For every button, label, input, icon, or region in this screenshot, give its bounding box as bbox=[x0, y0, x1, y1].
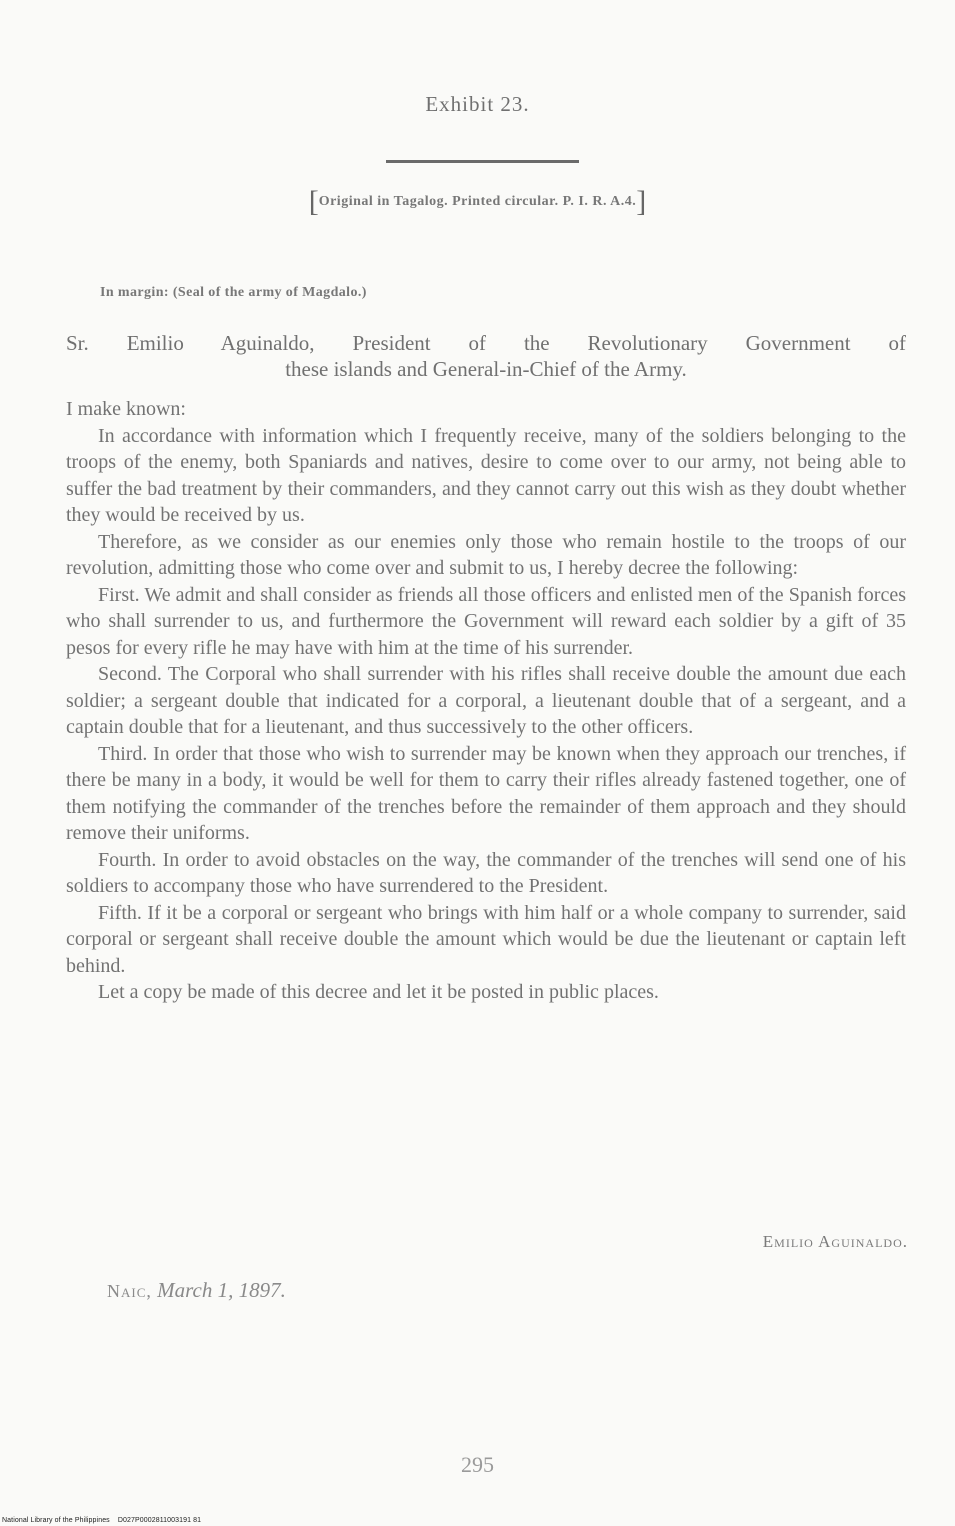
paragraph-first: First. We admit and shall consider as friends all those officers and enlisted men of the Spanish forces who shall surrender to us, and furthermore the Government will reward each soldier by a gift of 35 pesos for every rifle he may have with him at the time of his surrender. bbox=[66, 583, 906, 659]
original-note bbox=[0, 185, 955, 219]
footer-identifier: D027P0002811003191 81 bbox=[117, 1517, 202, 1524]
paragraph-intro: In accordance with information which I frequently receive, many of the soldiers belonging to the troops of the enemy, both Spaniards and natives, desire to come over to our army, not being able to suffer the bad treatment by their commanders, and they cannot carry out this wish as they doubt whether they would be received by us. bbox=[66, 424, 906, 526]
decree-body bbox=[66, 396, 906, 1006]
original-note-text: Original in Tagalog. Printed circular. P. I. R. A.4. bbox=[318, 194, 637, 209]
heading-line-1: Sr. Emilio Aguinaldo, President of the Revolutionary Government of bbox=[66, 331, 906, 355]
heading-line-2: these islands and General-in-Chief of the Army. bbox=[285, 357, 687, 381]
paragraph-fourth: Fourth. In order to avoid obstacles on the way, the commander of the trenches will send one of his soldiers to accompany those who have surrendered to the President. bbox=[66, 848, 906, 897]
margin-note: In margin: (Seal of the army of Magdalo.) bbox=[100, 285, 367, 300]
decree-heading bbox=[66, 330, 906, 382]
right-bracket: ] bbox=[636, 185, 647, 218]
opener-line: I make known: bbox=[66, 398, 186, 420]
paragraph-fifth: Fifth. If it be a corporal or sergeant who brings with him half or a whole company to surrender, said corporal or sergeant shall receive double the amount which would be due the lieutenant or captain left behind. bbox=[66, 901, 906, 977]
paragraph-third: Third. In order that those who wish to surrender may be known when they approach our trenches, if there be many in a body, it would be well for them to carry their rifles already fastened together, one of them notifying the commander of the trenches before the remainder of them approach and they should remove their uniforms. bbox=[66, 742, 906, 844]
left-bracket: [ bbox=[308, 185, 319, 218]
footer-credit bbox=[2, 1517, 207, 1524]
dateline-date: March 1, 1897. bbox=[157, 1278, 286, 1302]
page-number: 295 bbox=[461, 1452, 494, 1477]
footer-institution: National Library of the Philippines bbox=[2, 1517, 110, 1524]
dateline bbox=[107, 1278, 286, 1303]
title-rule bbox=[386, 160, 579, 163]
exhibit-title: Exhibit 23. bbox=[425, 92, 530, 116]
paragraph-closing: Let a copy be made of this decree and let it be posted in public places. bbox=[98, 981, 659, 1003]
paragraph-second: Second. The Corporal who shall surrender with his rifles shall receive double the amount due each soldier; a sergeant double that indicated for a corporal, a lieutenant double that of a sergeant, and a captain double that for a lieutenant, and thus successively to the other officers. bbox=[66, 663, 906, 738]
dateline-place: Naic, bbox=[107, 1281, 152, 1301]
paragraph-therefore: Therefore, as we consider as our enemies only those who remain hostile to the troops of our revolution, admitting those who come over and submit to us, I hereby decree the following: bbox=[66, 530, 906, 579]
signature: Emilio Aguinaldo. bbox=[762, 1232, 908, 1251]
